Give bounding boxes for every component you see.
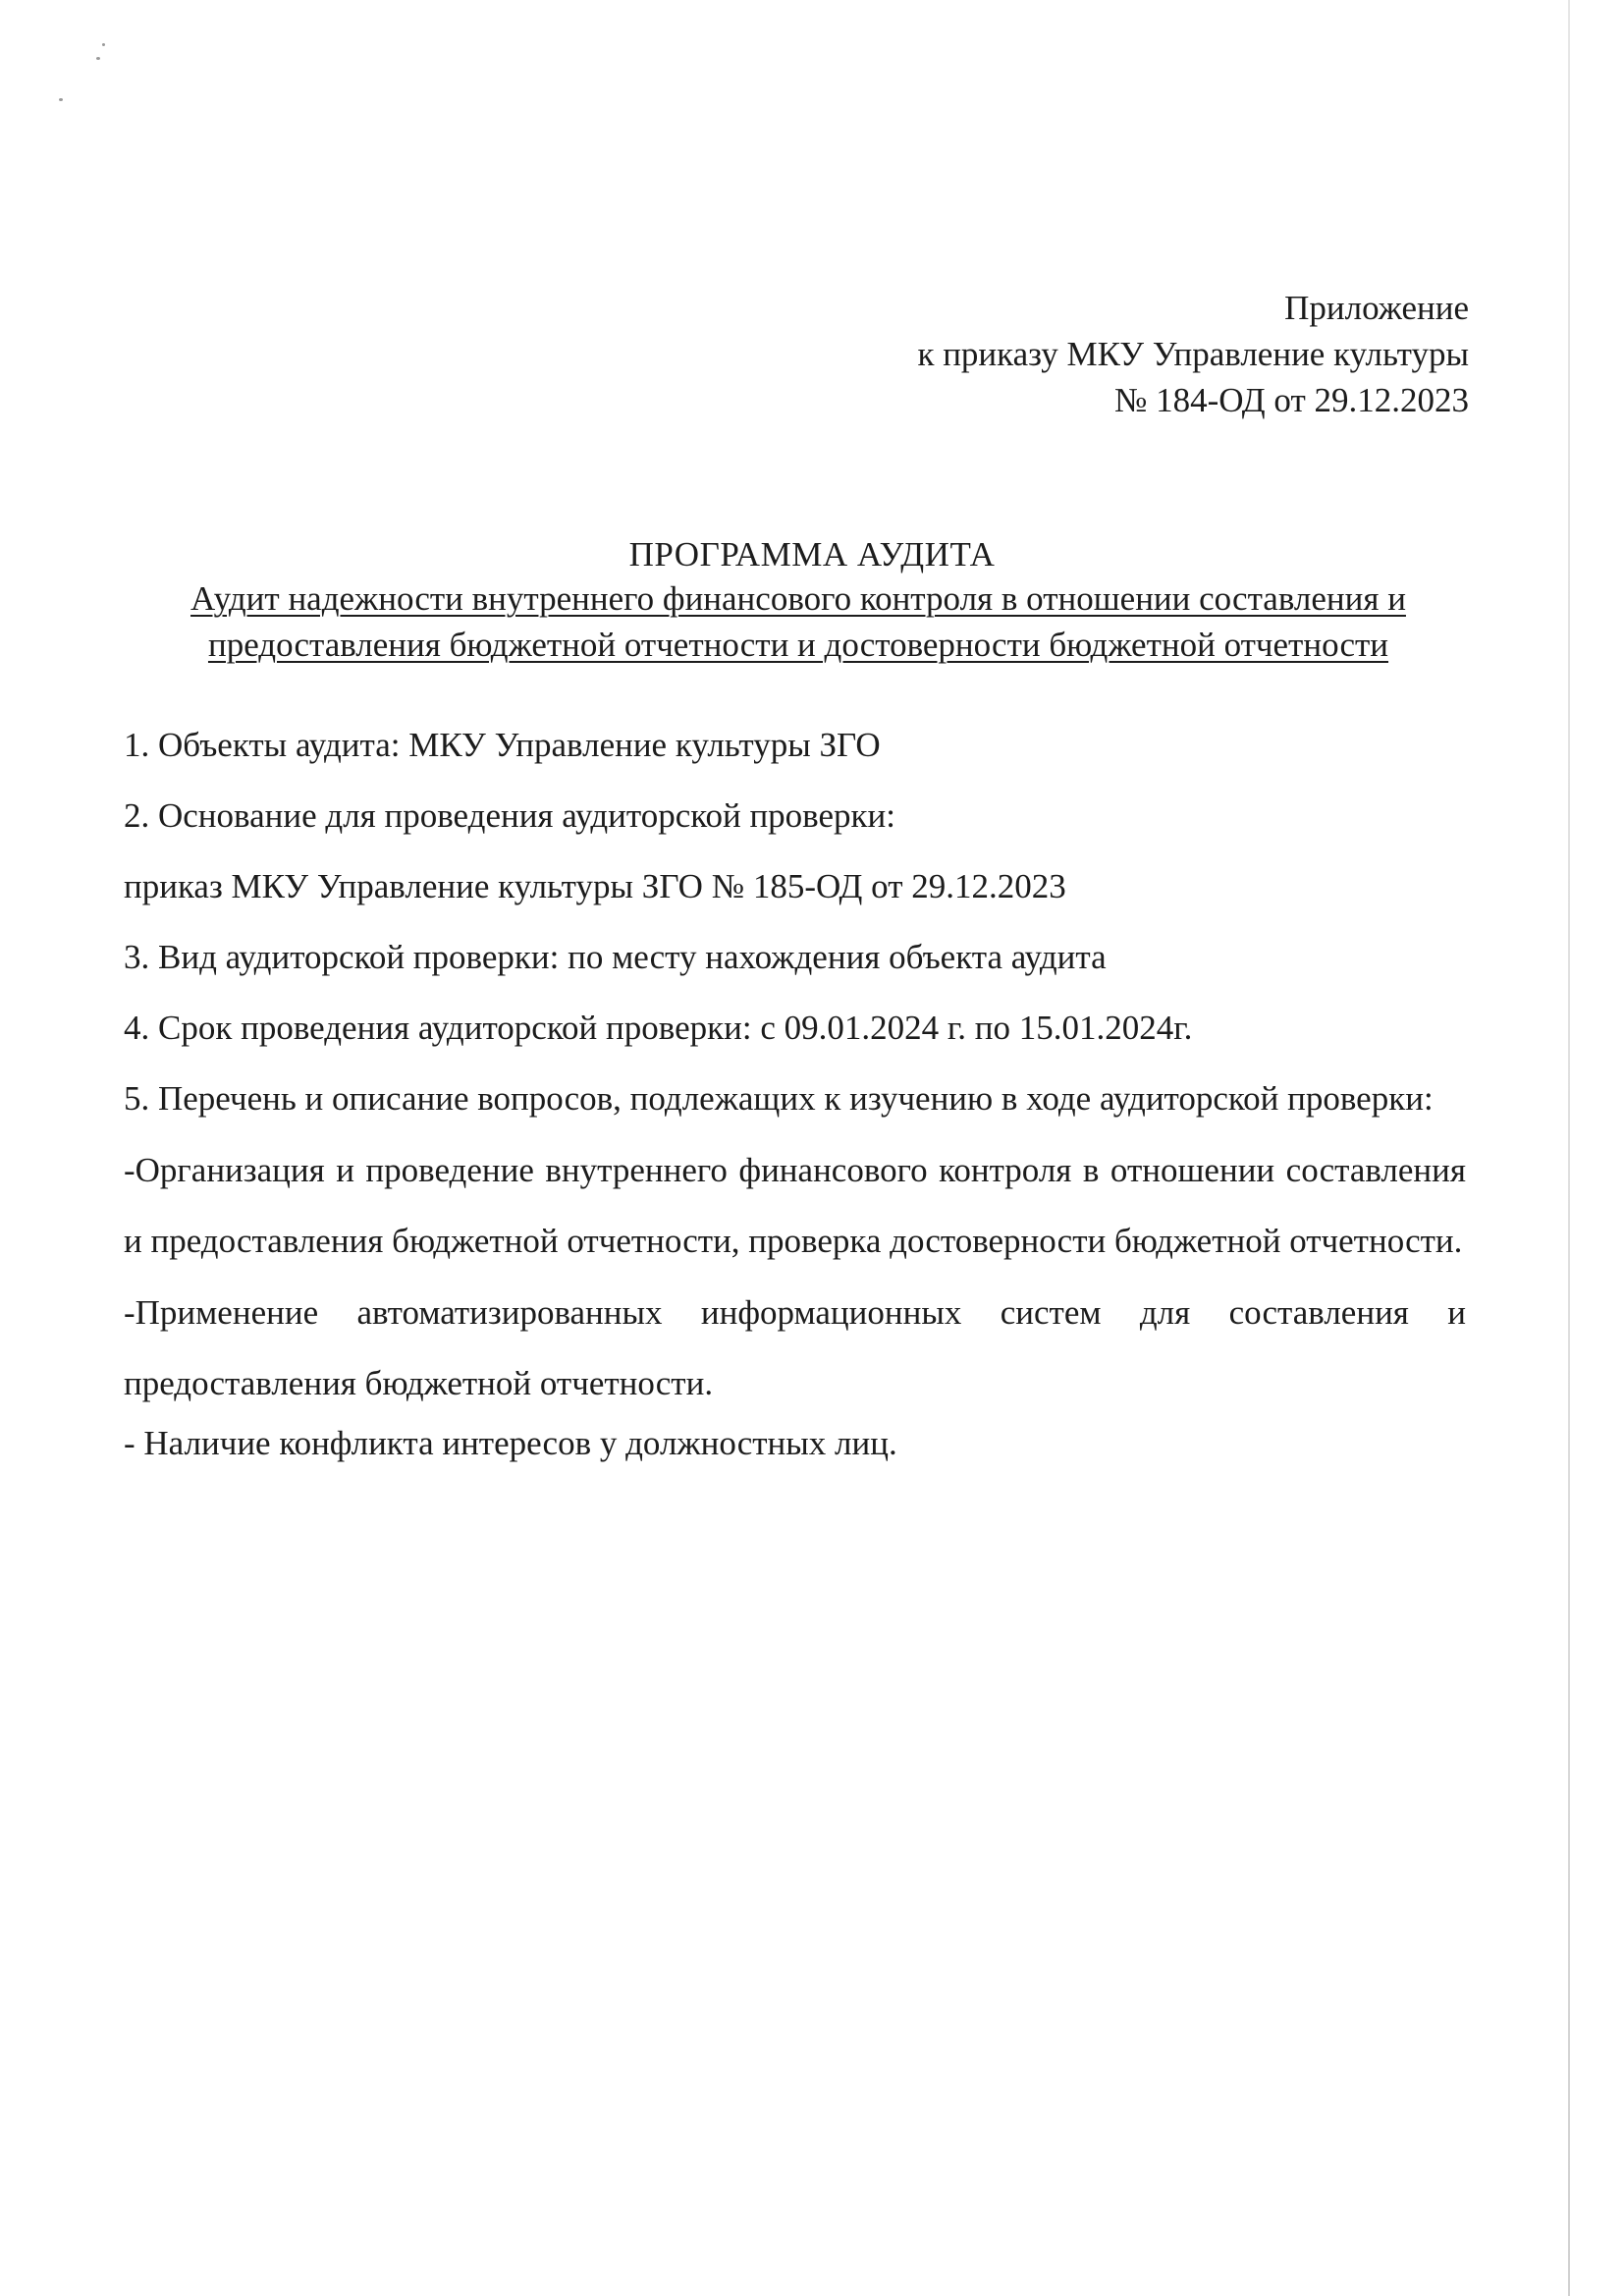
item-audit-basis-order: приказ МКУ Управление культуры ЗГО № 185-ОД от 29.12.2023 xyxy=(124,867,1066,905)
scan-speck xyxy=(102,43,105,46)
item-questions-intro: 5. Перечень и описание вопросов, подлежащих к изучению в ходе аудиторской проверки: xyxy=(124,1079,1434,1118)
scan-speck xyxy=(59,98,63,101)
item-audit-period: 4. Срок проведения аудиторской проверки: с 09.01.2024 г. по 15.01.2024г. xyxy=(124,1009,1193,1047)
document-body xyxy=(124,722,1466,1491)
item-audit-basis: 2. Основание для проведения аудиторской проверки: xyxy=(124,796,895,835)
question-item: -Организация и проведение внутреннего финансового контроля в отношении составления и предоставления бюджетной отчетности, проверка достоверности бюджетной отчетности. xyxy=(124,1151,1466,1260)
scan-speck xyxy=(96,57,100,60)
document-title: ПРОГРАММА АУДИТА xyxy=(628,535,996,574)
appendix-order-number: № 184-ОД от 29.12.2023 xyxy=(1113,381,1469,419)
appendix-heading: Приложение xyxy=(1284,289,1469,327)
question-item: -Применение автоматизированных информационных систем для составления и предоставления бюджетной отчетности. xyxy=(124,1293,1466,1402)
scan-edge-line xyxy=(1568,0,1570,2296)
document-subtitle: Аудит надежности внутреннего финансового контроля в отношении составления и предоставления бюджетной отчетности и достоверности бюджетной отчетности xyxy=(190,579,1406,664)
item-audit-objects: 1. Объекты аудита: МКУ Управление культуры ЗГО xyxy=(124,726,881,764)
appendix-order-ref: к приказу МКУ Управление культуры xyxy=(917,335,1469,373)
question-item: - Наличие конфликта интересов у должностных лиц. xyxy=(124,1424,897,1462)
appendix-block xyxy=(917,285,1469,423)
item-audit-type: 3. Вид аудиторской проверки: по месту нахождения объекта аудита xyxy=(124,938,1107,976)
